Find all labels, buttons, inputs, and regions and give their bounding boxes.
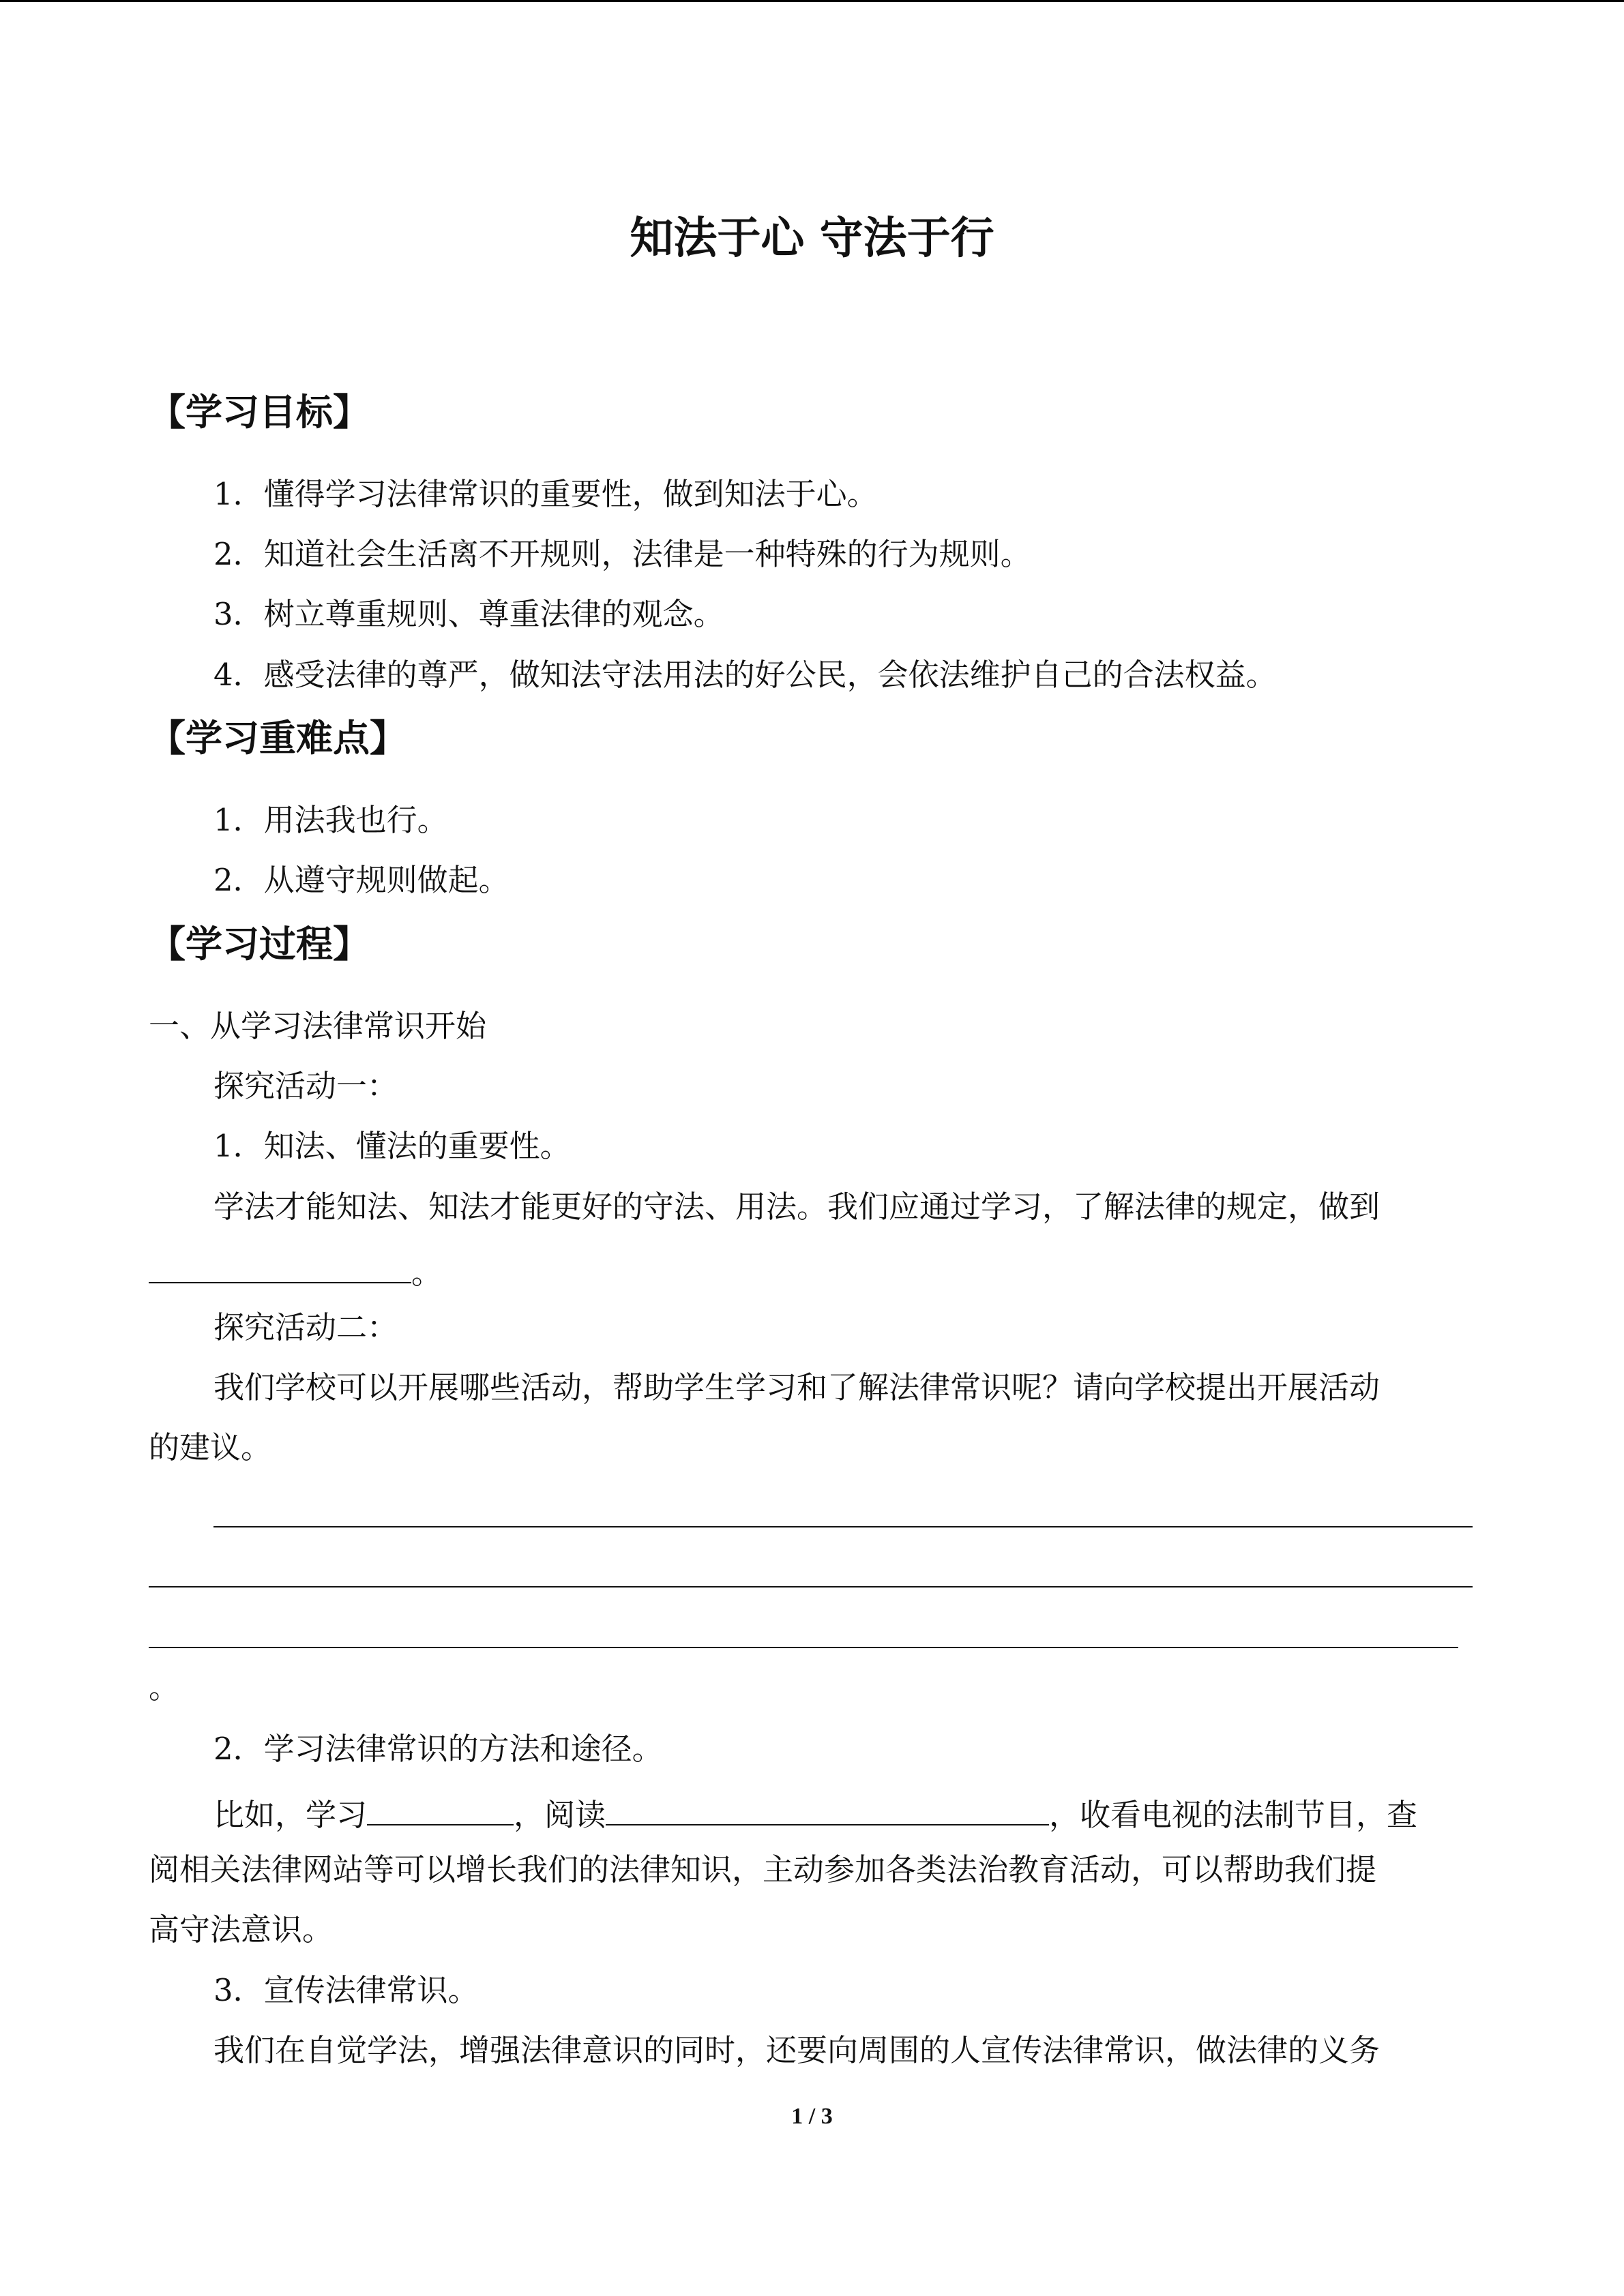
item-1-end-mark: 。 [411, 1255, 443, 1291]
item-2-paragraph-line-1 [213, 1789, 1417, 1836]
page-number: 1 / 3 [791, 2104, 833, 2129]
answer-blank-1[interactable] [149, 1247, 411, 1283]
item-2-paragraph-line-2: 阅相关法律网站等可以增长我们的法律知识，主动参加各类法治教育活动，可以帮助我们提 [149, 1851, 1377, 1888]
item-1-paragraph-line-2 [149, 1247, 442, 1294]
item-3-paragraph-line-1: 我们在自觉学法，增强法律意识的同时，还要向周围的人宣传法律常识，做法律的义务 [213, 2032, 1381, 2068]
activity-2-end-mark: 。 [149, 1669, 180, 1705]
activity-2-paragraph-line-2: 的建议。 [149, 1429, 272, 1465]
item-2-paragraph-line-3: 高守法意识。 [149, 1911, 334, 1948]
answer-blank-2[interactable] [367, 1789, 514, 1825]
activity-2-paragraph-line-1: 我们学校可以开展哪些活动，帮助学生学习和了解法律常识呢？请向学校提出开展活动 [213, 1369, 1381, 1405]
item-2-text-part-3: ，收看电视的法制节目，查 [1049, 1797, 1418, 1833]
answer-line-3[interactable] [149, 1647, 1458, 1648]
item-1-paragraph-line-1: 学法才能知法、知法才能更好的守法、用法。我们应通过学习，了解法律的规定，做到 [213, 1189, 1381, 1225]
activity-1-label: 探究活动一： [213, 1068, 398, 1104]
item-1-title: 1．知法、懂法的重要性。 [213, 1128, 571, 1164]
section-heading-process: 【学习过程】 [149, 923, 370, 966]
section-heading-goals: 【学习目标】 [149, 391, 370, 434]
key-point-item-2: 2．从遵守规则做起。 [213, 862, 510, 898]
goal-item-2: 2．知道社会生活离不开规则，法律是一种特殊的行为规则。 [213, 536, 1031, 572]
item-2-text-part-2: ，阅读 [514, 1797, 606, 1833]
key-point-item-1: 1．用法我也行。 [213, 802, 448, 838]
section-heading-key-points: 【学习重难点】 [149, 717, 407, 760]
item-2-title: 2．学习法律常识的方法和途径。 [213, 1731, 663, 1767]
goal-item-1: 1．懂得学习法律常识的重要性，做到知法于心。 [213, 476, 878, 512]
document-title: 知法于心 守法于行 [630, 213, 994, 264]
answer-blank-3[interactable] [606, 1789, 1049, 1825]
goal-item-3: 3．树立尊重规则、尊重法律的观念。 [213, 596, 724, 632]
answer-line-1[interactable] [213, 1526, 1473, 1527]
activity-2-label: 探究活动二： [213, 1309, 398, 1345]
answer-line-2[interactable] [149, 1586, 1473, 1587]
item-3-title: 3．宣传法律常识。 [213, 1972, 479, 2008]
item-2-text-part-1: 比如，学习 [213, 1797, 368, 1833]
goal-item-4: 4．感受法律的尊严，做知法守法用法的好公民，会依法维护自己的合法权益。 [213, 657, 1277, 693]
part-1-title: 一、从学习法律常识开始 [149, 1008, 487, 1044]
